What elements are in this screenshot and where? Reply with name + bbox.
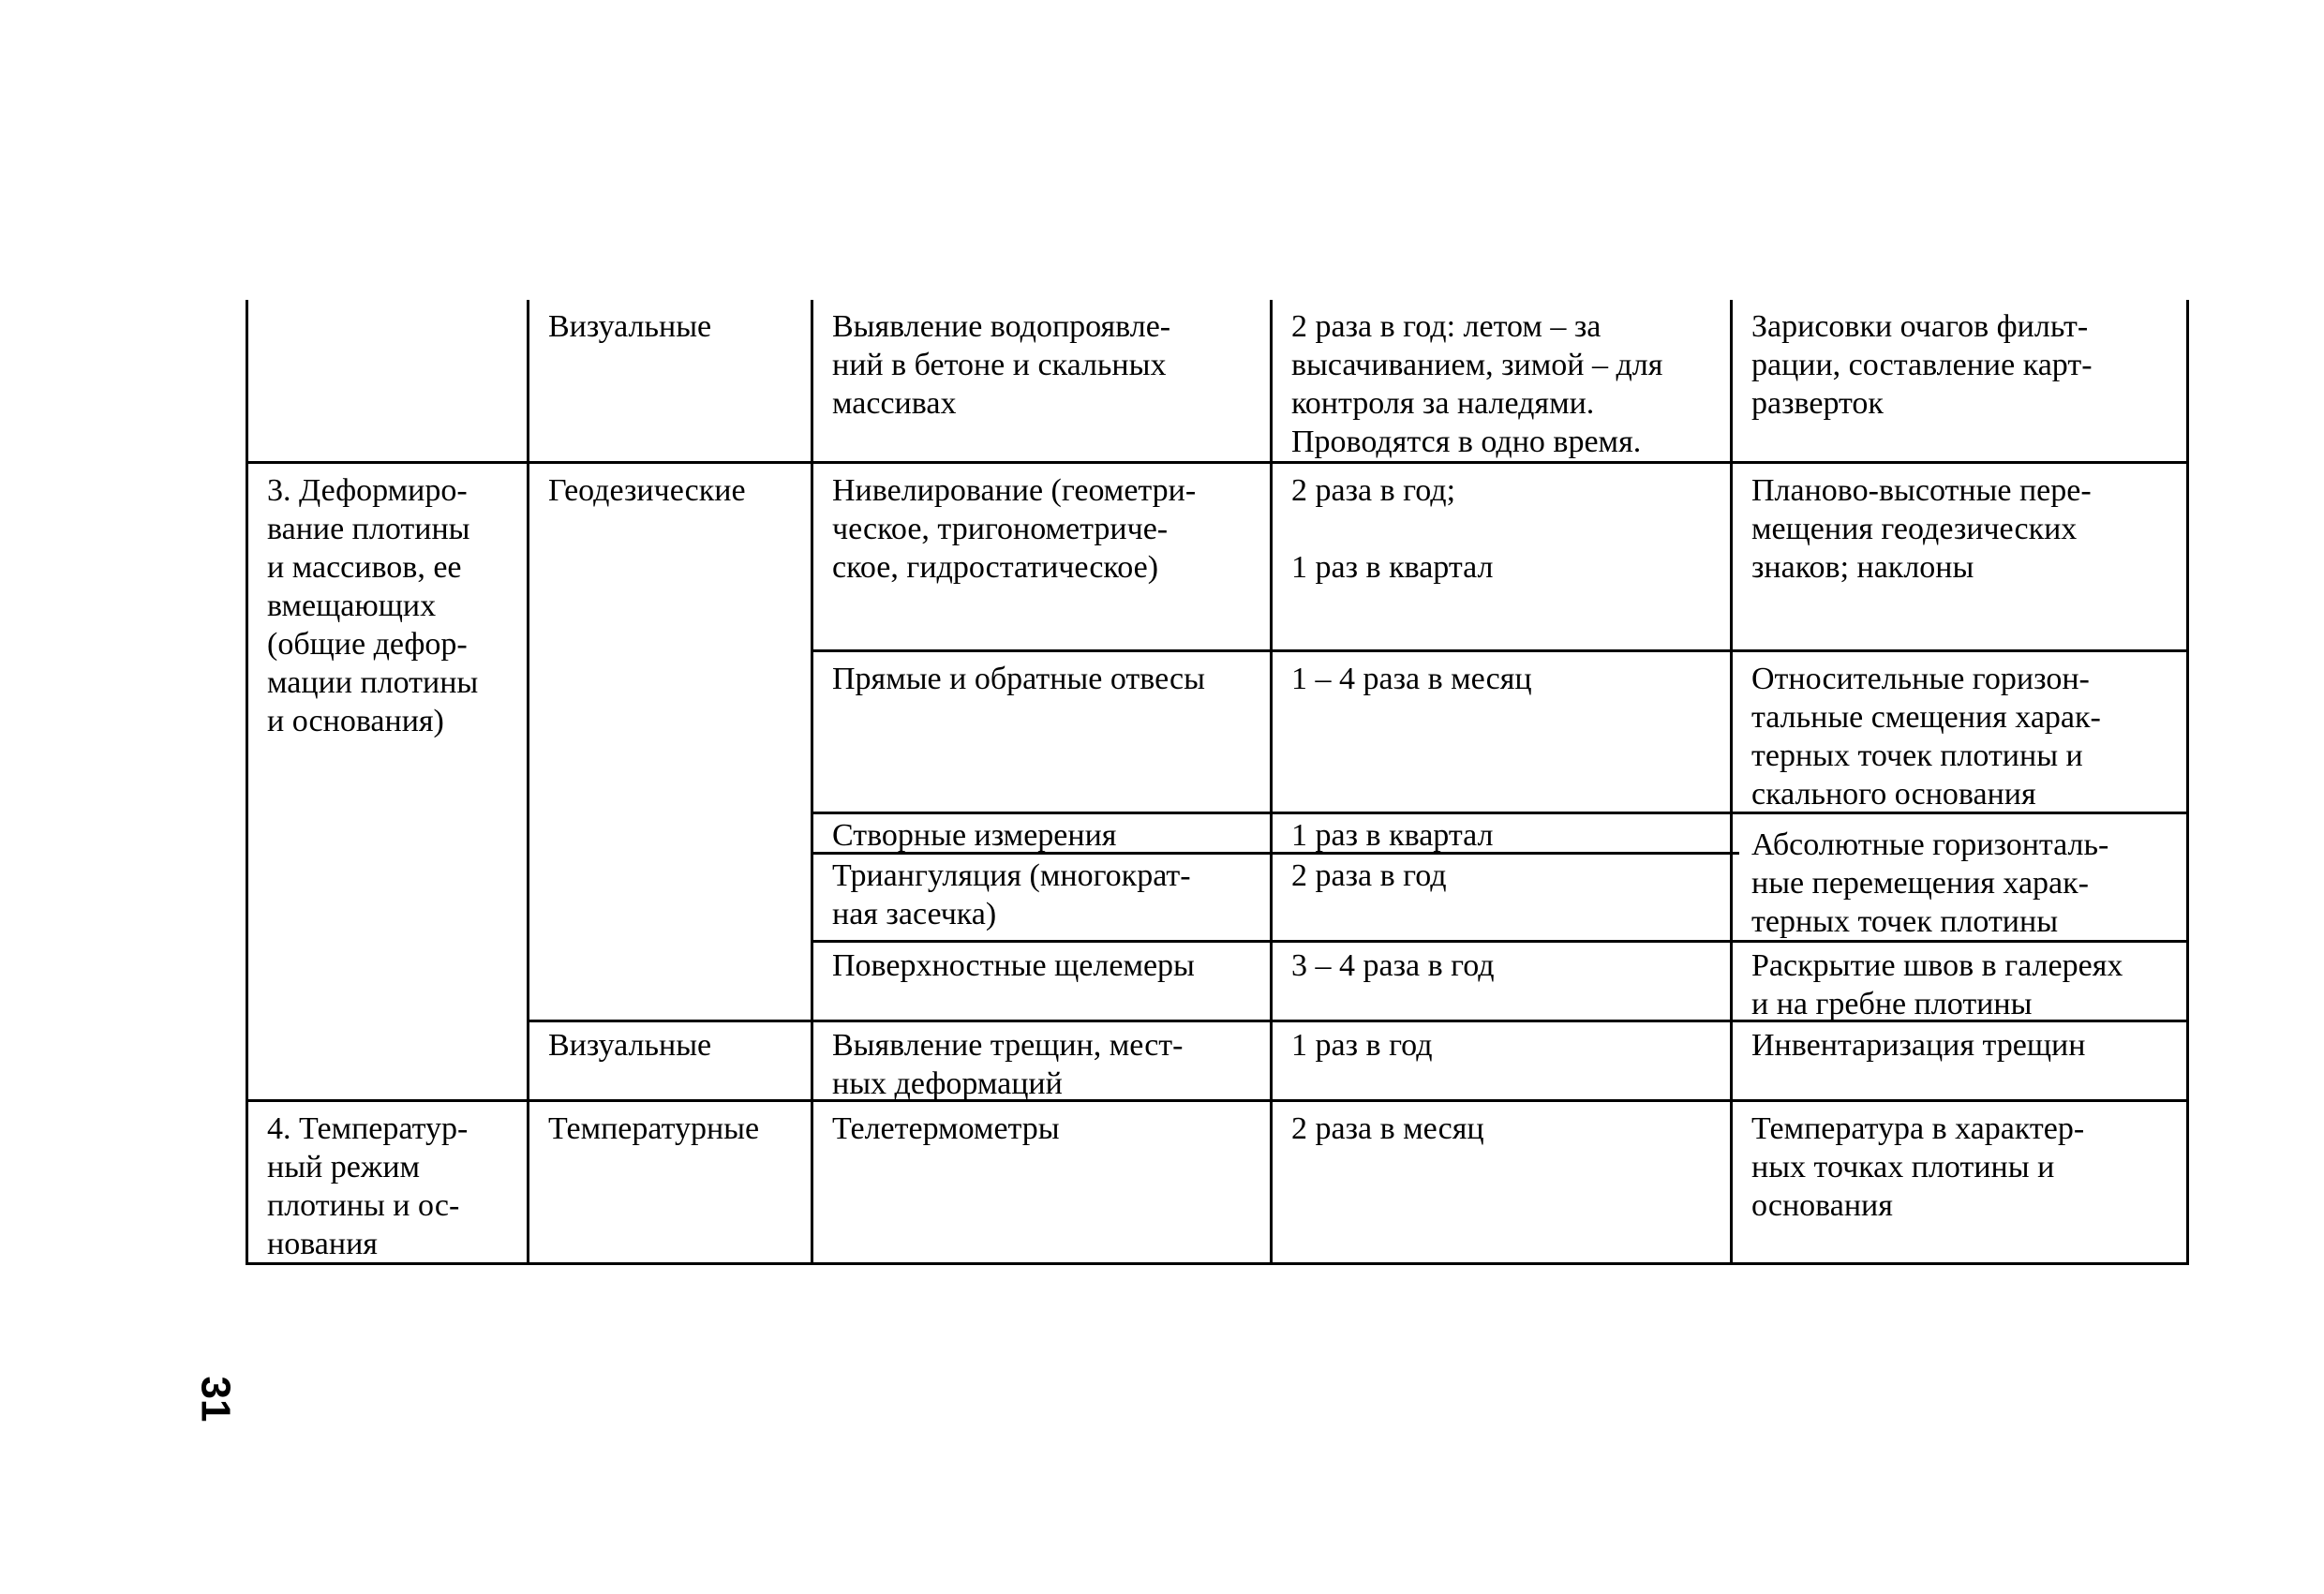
frequency-cell: 1 раз в год	[1291, 1028, 1433, 1063]
result-cell: Относительные горизон- тальные смещения харак- терных точек плотины и скального основания	[1751, 662, 2101, 812]
result-cell: Зарисовки очагов фильт- рации, составление карт- разверток	[1751, 309, 2093, 421]
frequency-cell: 2 раза в месяц	[1291, 1111, 1484, 1146]
tool-cell: Створные измерения	[832, 818, 1117, 853]
parameter-cell: 4. Температур- ный режим плотины и ос- нования	[267, 1111, 469, 1261]
monitoring-table	[246, 300, 2189, 1265]
frequency-cell: 1 – 4 раза в месяц	[1291, 662, 1532, 696]
tool-cell: Выявление трещин, мест- ных деформаций	[832, 1028, 1184, 1101]
tool-cell: Выявление водопроявле- ний в бетоне и скальных массивах	[832, 309, 1171, 421]
method-cell: Визуальные	[548, 309, 712, 344]
frequency-cell: 1 раз в квартал	[1291, 818, 1494, 853]
parameter-cell: 3. Деформиро- вание плотины и массивов, ее вмещающих (общие дефор- мации плотины и основания)	[267, 473, 479, 738]
result-cell: Инвентаризация трещин	[1751, 1028, 2086, 1063]
result-cell: Температура в характер- ных точках плотины и основания	[1751, 1111, 2085, 1223]
tool-cell: Телетермометры	[832, 1111, 1060, 1146]
frequency-cell: 2 раза в год	[1291, 858, 1447, 893]
method-cell: Температурные	[548, 1111, 760, 1146]
tool-cell: Триангуляция (многократ- ная засечка)	[832, 858, 1191, 931]
table-border-bottom	[246, 1262, 2189, 1265]
method-cell: Геодезические	[548, 473, 746, 508]
result-cell: Раскрытие швов в галереях и на гребне плотины	[1751, 948, 2123, 1021]
tool-cell: Нивелирование (геометри- ческое, тригонометриче- ское, гидростатическое)	[832, 473, 1197, 585]
method-cell: Визуальные	[548, 1028, 712, 1063]
table-border-right	[2186, 300, 2189, 1265]
frequency-cell: 2 раза в год: летом – за высачиванием, зимой – для контроля за наледями. Проводятся в одно время.	[1291, 309, 1663, 459]
frequency-cell: 3 – 4 раза в год	[1291, 948, 1495, 983]
frequency-cell: 2 раза в год; 1 раз в квартал	[1291, 473, 1494, 585]
page-number: 31	[192, 1376, 239, 1423]
result-cell: Абсолютные горизонталь- ные перемещения харак- терных точек плотины	[1751, 827, 2109, 939]
tool-cell: Прямые и обратные отвесы	[832, 662, 1205, 696]
tool-cell: Поверхностные щелемеры	[832, 948, 1195, 983]
result-cell: Планово-высотные пере- мещения геодезических знаков; наклоны	[1751, 473, 2092, 585]
